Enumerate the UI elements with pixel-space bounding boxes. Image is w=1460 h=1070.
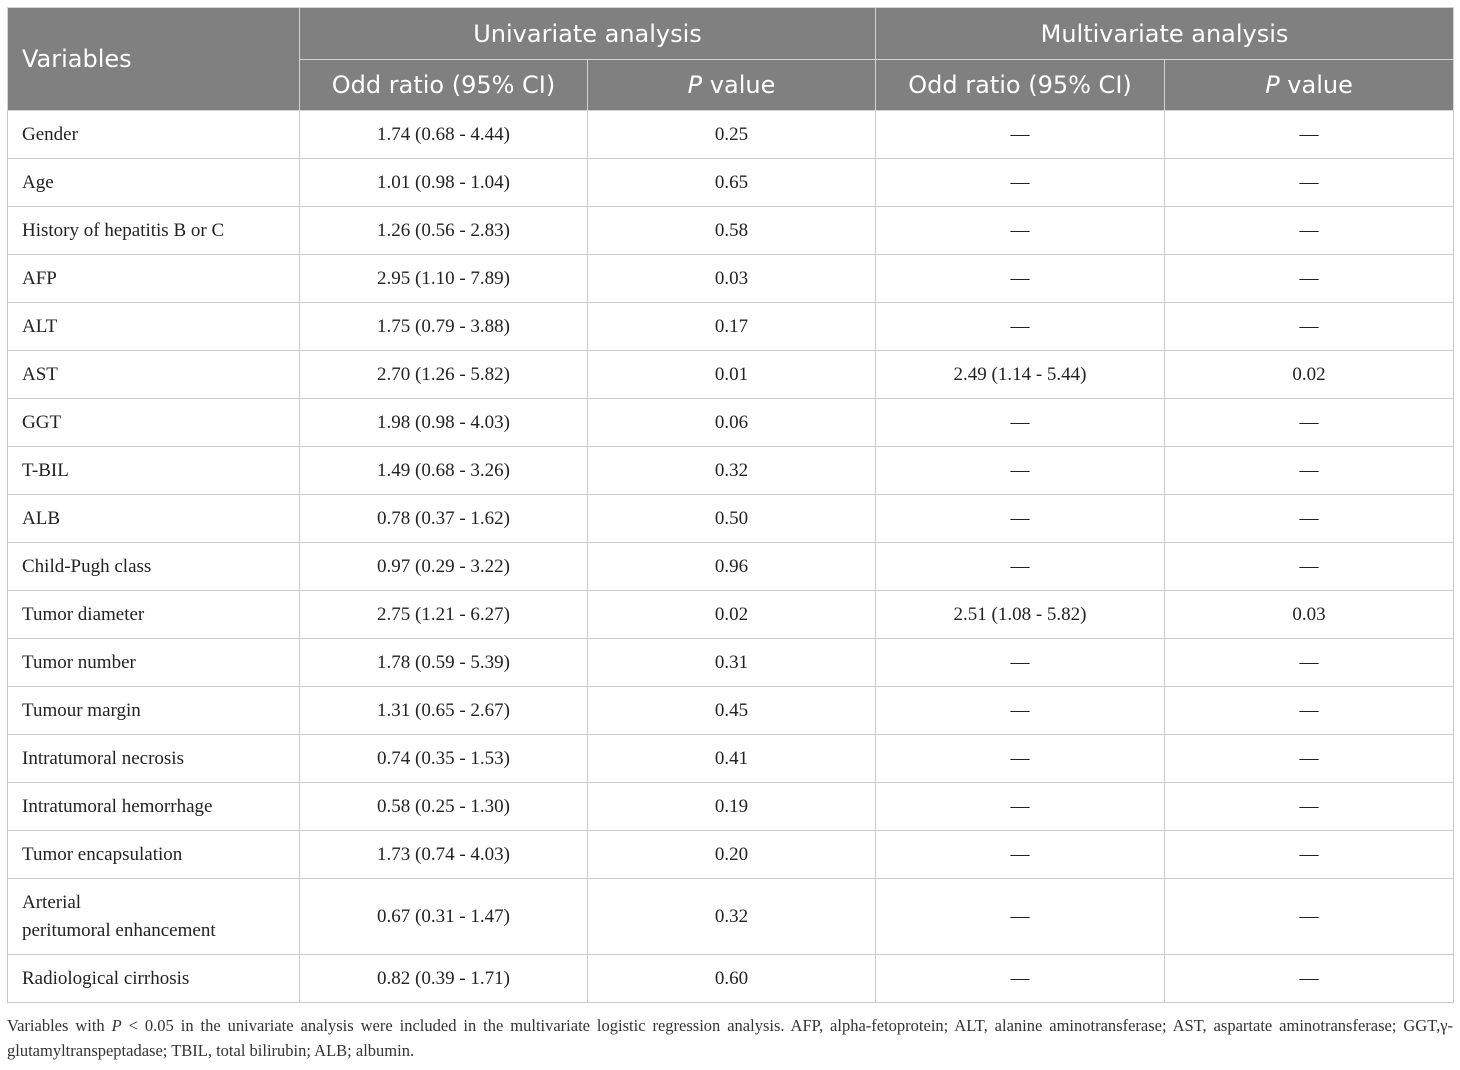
univariate-p-value-cell: 0.17	[588, 303, 876, 351]
multivariate-odd-ratio-cell: —	[876, 783, 1165, 831]
multivariate-odd-ratio-cell: —	[876, 399, 1165, 447]
univariate-odd-ratio-cell: 1.26 (0.56 - 2.83)	[300, 207, 588, 255]
table-row	[8, 543, 1454, 591]
multivariate-p-value-cell: —	[1165, 447, 1454, 495]
univariate-odd-ratio-cell: 0.82 (0.39 - 1.71)	[300, 955, 588, 1003]
table-row	[8, 159, 1454, 207]
table-row	[8, 255, 1454, 303]
table-row	[8, 447, 1454, 495]
univariate-p-value-cell: 0.58	[588, 207, 876, 255]
variable-cell: GGT	[8, 399, 300, 447]
variable-cell: Intratumoral hemorrhage	[8, 783, 300, 831]
univariate-odd-ratio-cell: 1.74 (0.68 - 4.44)	[300, 111, 588, 159]
variable-cell: ALT	[8, 303, 300, 351]
univariate-p-value-cell: 0.20	[588, 831, 876, 879]
multivariate-p-value-cell: —	[1165, 955, 1454, 1003]
table-row	[8, 351, 1454, 399]
table-row	[8, 495, 1454, 543]
univariate-odd-ratio-cell: 1.98 (0.98 - 4.03)	[300, 399, 588, 447]
univariate-odd-ratio-cell: 1.73 (0.74 - 4.03)	[300, 831, 588, 879]
variable-cell: Child-Pugh class	[8, 543, 300, 591]
univariate-p-value-cell: 0.50	[588, 495, 876, 543]
variable-cell: AFP	[8, 255, 300, 303]
multivariate-p-value-cell: 0.02	[1165, 351, 1454, 399]
univariate-p-value-cell: 0.60	[588, 955, 876, 1003]
footnote-part1: Variables with	[7, 1016, 112, 1035]
multivariate-p-value-cell: —	[1165, 735, 1454, 783]
footnote-p-letter: P	[111, 1016, 122, 1035]
table-row	[8, 111, 1454, 159]
multivariate-odd-ratio-cell: —	[876, 447, 1165, 495]
multivariate-odd-ratio-cell: —	[876, 639, 1165, 687]
p-letter: P	[1265, 71, 1280, 99]
table-row	[8, 399, 1454, 447]
footnote-part2: < 0.05 in the univariate analysis were included in the multivariate logistic regression analysis. AFP, alpha-fetoprotein; ALT, alanine aminotransferase; AST, aspartate aminotransferase; GGT,γ-glutamyltranspeptadase; TBIL, total bilirubin; ALB; albumin.	[7, 1016, 1453, 1060]
multivariate-p-value-cell: —	[1165, 879, 1454, 955]
univariate-p-value-cell: 0.02	[588, 591, 876, 639]
multivariate-odd-ratio-cell: 2.51 (1.08 - 5.82)	[876, 591, 1165, 639]
multivariate-p-value-cell: —	[1165, 303, 1454, 351]
multivariate-p-value-cell: —	[1165, 831, 1454, 879]
variable-cell: Radiological cirrhosis	[8, 955, 300, 1003]
variable-cell: Tumor diameter	[8, 591, 300, 639]
univariate-odd-ratio-cell: 0.58 (0.25 - 1.30)	[300, 783, 588, 831]
header-uni-p-value	[588, 60, 876, 111]
univariate-p-value-cell: 0.45	[588, 687, 876, 735]
variable-cell: Gender	[8, 111, 300, 159]
variable-cell: T-BIL	[8, 447, 300, 495]
variable-cell	[8, 879, 300, 955]
multivariate-odd-ratio-cell: —	[876, 831, 1165, 879]
multivariate-odd-ratio-cell: —	[876, 687, 1165, 735]
multivariate-p-value-cell: —	[1165, 687, 1454, 735]
multivariate-odd-ratio-cell: —	[876, 159, 1165, 207]
header-multivariate: Multivariate analysis	[876, 8, 1454, 60]
header-multi-odd-ratio: Odd ratio (95% CI)	[876, 60, 1165, 111]
variable-cell: Age	[8, 159, 300, 207]
univariate-p-value-cell: 0.03	[588, 255, 876, 303]
multivariate-p-value-cell: —	[1165, 255, 1454, 303]
univariate-odd-ratio-cell: 2.95 (1.10 - 7.89)	[300, 255, 588, 303]
variable-cell: ALB	[8, 495, 300, 543]
univariate-odd-ratio-cell: 2.75 (1.21 - 6.27)	[300, 591, 588, 639]
multivariate-odd-ratio-cell: 2.49 (1.14 - 5.44)	[876, 351, 1165, 399]
variable-cell: History of hepatitis B or C	[8, 207, 300, 255]
table-header	[8, 8, 1454, 111]
variable-cell: Tumor number	[8, 639, 300, 687]
table-row	[8, 783, 1454, 831]
header-variables: Variables	[8, 8, 300, 111]
multivariate-odd-ratio-cell: —	[876, 255, 1165, 303]
multivariate-p-value-cell: —	[1165, 783, 1454, 831]
univariate-odd-ratio-cell: 1.78 (0.59 - 5.39)	[300, 639, 588, 687]
variable-cell: Tumor encapsulation	[8, 831, 300, 879]
univariate-odd-ratio-cell: 1.75 (0.79 - 3.88)	[300, 303, 588, 351]
header-univariate: Univariate analysis	[300, 8, 876, 60]
multivariate-odd-ratio-cell: —	[876, 207, 1165, 255]
multivariate-odd-ratio-cell: —	[876, 879, 1165, 955]
multivariate-odd-ratio-cell: —	[876, 955, 1165, 1003]
multivariate-odd-ratio-cell: —	[876, 543, 1165, 591]
univariate-odd-ratio-cell: 0.78 (0.37 - 1.62)	[300, 495, 588, 543]
univariate-p-value-cell: 0.01	[588, 351, 876, 399]
variable-cell: Tumour margin	[8, 687, 300, 735]
table-row	[8, 879, 1454, 955]
multivariate-p-value-cell: —	[1165, 639, 1454, 687]
label-line-1: Arterial	[22, 891, 82, 913]
multivariate-odd-ratio-cell: —	[876, 735, 1165, 783]
variable-cell: AST	[8, 351, 300, 399]
multivariate-odd-ratio-cell: —	[876, 495, 1165, 543]
table-row	[8, 687, 1454, 735]
results-table	[7, 7, 1454, 1003]
table-row	[8, 639, 1454, 687]
variable-cell: Intratumoral necrosis	[8, 735, 300, 783]
table-row	[8, 831, 1454, 879]
p-letter: P	[687, 71, 703, 99]
univariate-odd-ratio-cell: 1.01 (0.98 - 1.04)	[300, 159, 588, 207]
footnote	[7, 1013, 1453, 1063]
value-word: value	[1279, 71, 1353, 99]
multivariate-p-value-cell: —	[1165, 399, 1454, 447]
univariate-p-value-cell: 0.65	[588, 159, 876, 207]
multivariate-p-value-cell: —	[1165, 111, 1454, 159]
univariate-odd-ratio-cell: 1.31 (0.65 - 2.67)	[300, 687, 588, 735]
univariate-odd-ratio-cell: 0.97 (0.29 - 3.22)	[300, 543, 588, 591]
univariate-p-value-cell: 0.32	[588, 447, 876, 495]
multivariate-odd-ratio-cell: —	[876, 303, 1165, 351]
header-uni-odd-ratio: Odd ratio (95% CI)	[300, 60, 588, 111]
table-row	[8, 303, 1454, 351]
univariate-odd-ratio-cell: 0.74 (0.35 - 1.53)	[300, 735, 588, 783]
header-row-groups	[8, 8, 1454, 60]
univariate-p-value-cell: 0.19	[588, 783, 876, 831]
univariate-odd-ratio-cell: 1.49 (0.68 - 3.26)	[300, 447, 588, 495]
multivariate-odd-ratio-cell: —	[876, 111, 1165, 159]
univariate-p-value-cell: 0.25	[588, 111, 876, 159]
multivariate-p-value-cell: —	[1165, 543, 1454, 591]
value-word: value	[702, 71, 776, 99]
table-body	[8, 111, 1454, 1003]
univariate-p-value-cell: 0.32	[588, 879, 876, 955]
table-row	[8, 591, 1454, 639]
univariate-p-value-cell: 0.06	[588, 399, 876, 447]
univariate-odd-ratio-cell: 2.70 (1.26 - 5.82)	[300, 351, 588, 399]
label-line-2: peritumoral enhancement	[22, 919, 216, 941]
univariate-p-value-cell: 0.31	[588, 639, 876, 687]
multivariate-p-value-cell: —	[1165, 207, 1454, 255]
table-row	[8, 207, 1454, 255]
table-row	[8, 735, 1454, 783]
multivariate-p-value-cell: —	[1165, 495, 1454, 543]
univariate-p-value-cell: 0.41	[588, 735, 876, 783]
multivariate-p-value-cell: 0.03	[1165, 591, 1454, 639]
univariate-p-value-cell: 0.96	[588, 543, 876, 591]
multivariate-p-value-cell: —	[1165, 159, 1454, 207]
univariate-odd-ratio-cell: 0.67 (0.31 - 1.47)	[300, 879, 588, 955]
table-row	[8, 955, 1454, 1003]
header-multi-p-value	[1165, 60, 1454, 111]
